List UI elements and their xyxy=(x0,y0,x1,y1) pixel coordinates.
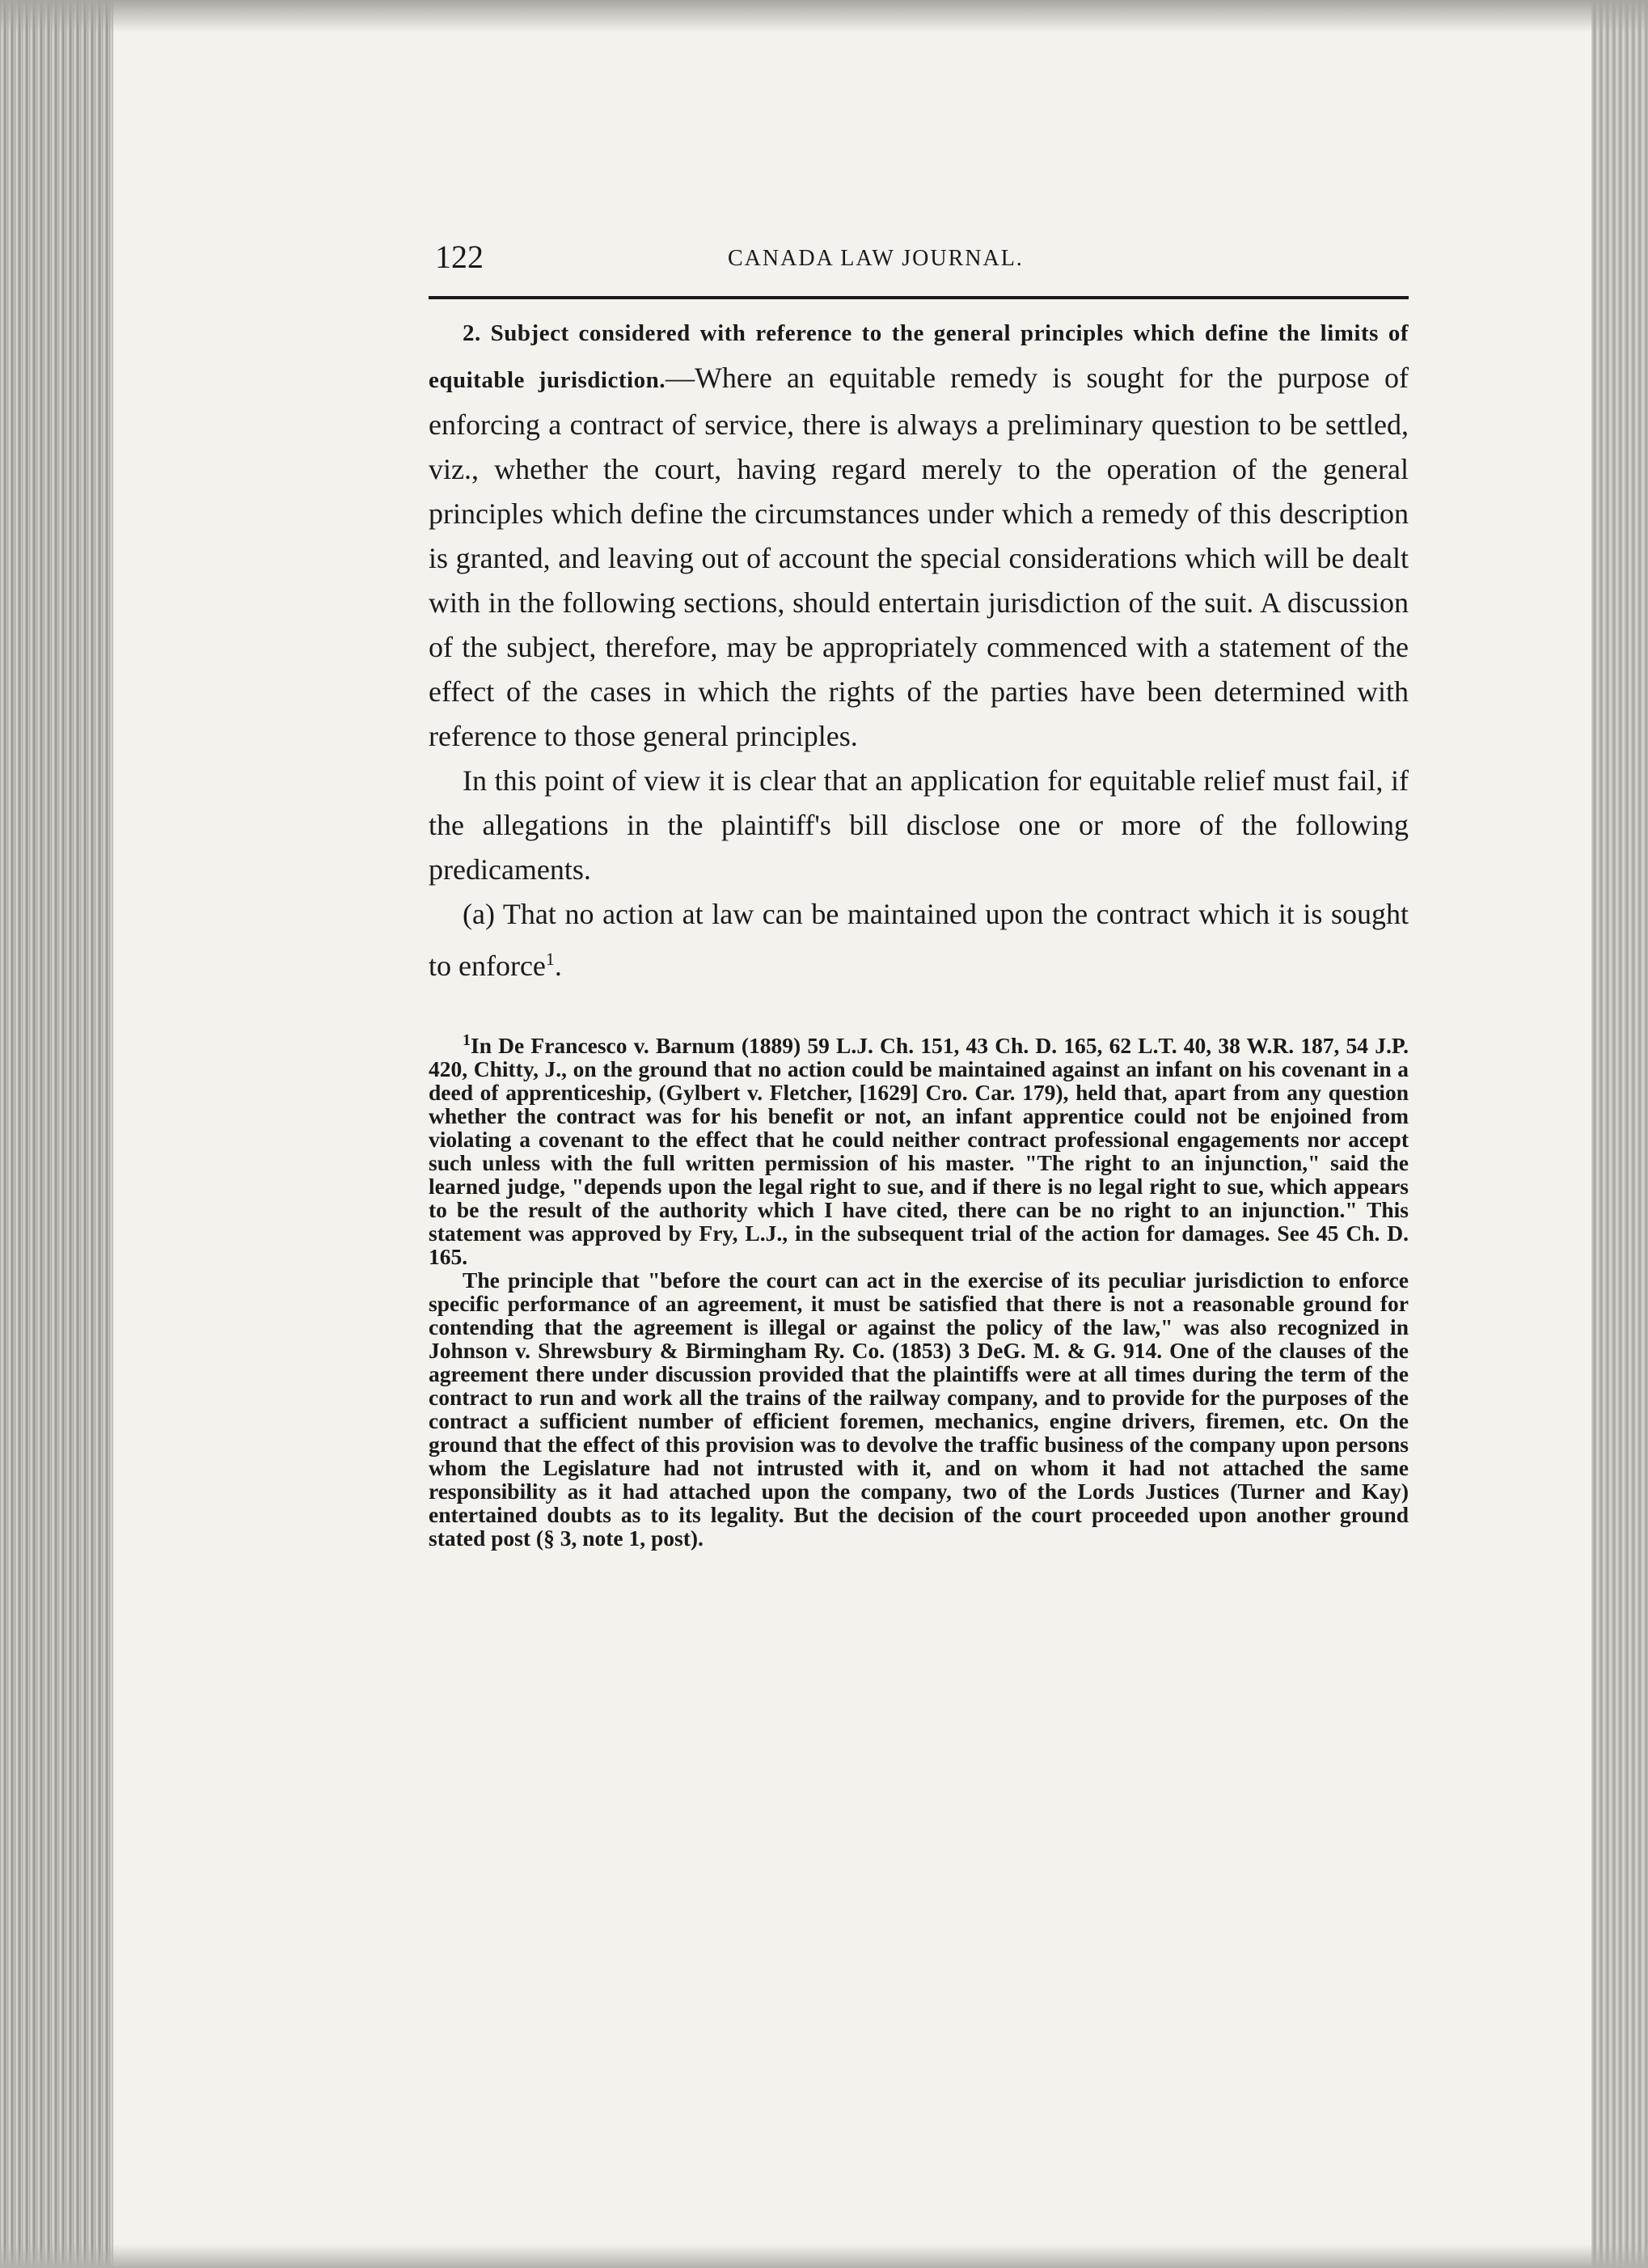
scan-edge-shadow-top xyxy=(0,0,1648,32)
footnote-1-continued: The principle that "before the court can act in the exercise of its peculiar jurisdiction to enforce specific performance of an agreement, it must be satisfied that there is not a reasonable ground for contending that the agreement is illegal or against the policy of the law," was also recognized in Johnson v. Shrewsbury & Birmingham Ry. Co. (1853) 3 DeG. M. & G. 914. One of the clauses of the agreement there under discussion provided that the plaintiffs were at all times during the term of the contract to run and work all the trains of the railway company, and to provide for the purposes of the contract a sufficient number of efficient foremen, mechanics, engine drivers, firemen, etc. On the ground that the effect of this provision was to devolve the traffic business of the company upon persons whom the Legislature had not intrusted with it, and on whom it had not attached the same responsibility as it had attached upon the company, two of the Lords Justices (Turner and Kay) entertained doubts as to its legality. But the decision of the court proceeded upon another ground stated post (§ 3, note 1, post). xyxy=(429,1267,1409,1551)
main-text xyxy=(429,309,1409,988)
footnote-1 xyxy=(429,1029,1409,1268)
footnote-marker: 1 xyxy=(463,1031,471,1049)
clause-a-text: (a) That no action at law can be maintained upon the contract which it is sought to enforce xyxy=(429,898,1409,982)
journal-title: CANADA LAW JOURNAL. xyxy=(728,246,1024,271)
paragraph-clause-a xyxy=(429,892,1409,988)
scan-edge-shadow-bottom xyxy=(0,2244,1648,2268)
scan-edge-shadow-right xyxy=(1591,0,1648,2268)
section-paragraph xyxy=(429,309,1409,759)
section-heading: 2. Subject considered with reference to the general principles which define the limits of equitable jurisdiction. xyxy=(429,320,1409,393)
footnotes xyxy=(429,1029,1409,1550)
scan-binding-shadow-left xyxy=(0,0,113,2268)
clause-a-end: . xyxy=(554,950,562,982)
footnote-1-text: In De Francesco v. Barnum (1889) 59 L.J. Ch. 151, 43 Ch. D. 165, 62 L.T. 40, 38 W.R. 187, 54 J.P. 420, Chitty, J., on the ground that no action could be maintained against an infant on his covenant in a deed of apprenticeship, (Gylbert v. Fletcher, [1629] Cro. Car. 179), held that, apart from any question whether the contract was for his benefit or not, an infant apprentice could not be enjoined from violating a covenant to the effect that he could neither contract professional engagements nor accept such unless with the full written permission of his master. "The right to an injunction," said the learned judge, "depends upon the legal right to sue, and if there is no legal right to sue, which appears to be the result of the authority which I have cited, there can be no right to an injunction." This statement was approved by Fry, L.J., in the subsequent trial of the action for damages. See 45 Ch. D. 165. xyxy=(429,1033,1409,1270)
running-head xyxy=(429,235,1415,283)
header-rule xyxy=(429,296,1409,299)
footnote-reference: 1 xyxy=(545,949,555,969)
document-page xyxy=(429,235,1415,1550)
paragraph-predicaments: In this point of view it is clear that an application for equitable relief must fail, if the allegations in the plaintiff's bill disclose one or more of the following predicaments. xyxy=(429,764,1409,886)
page-number: 122 xyxy=(435,239,484,275)
section-lead-text: —Where an equitable remedy is sought for the purpose of enforcing a contract of service, there is always a preliminary question to be settled, viz., whether the court, having regard merely to the operation of the general principles which define the circumstances under which a remedy of this description is granted, and leaving out of account the special considerations which will be dealt with in the following sections, should entertain jurisdiction of the suit. A discussion of the subject, therefore, may be appropriately commenced with a statement of the effect of the cases in which the rights of the parties have been determined with reference to those general principles. xyxy=(429,362,1409,752)
